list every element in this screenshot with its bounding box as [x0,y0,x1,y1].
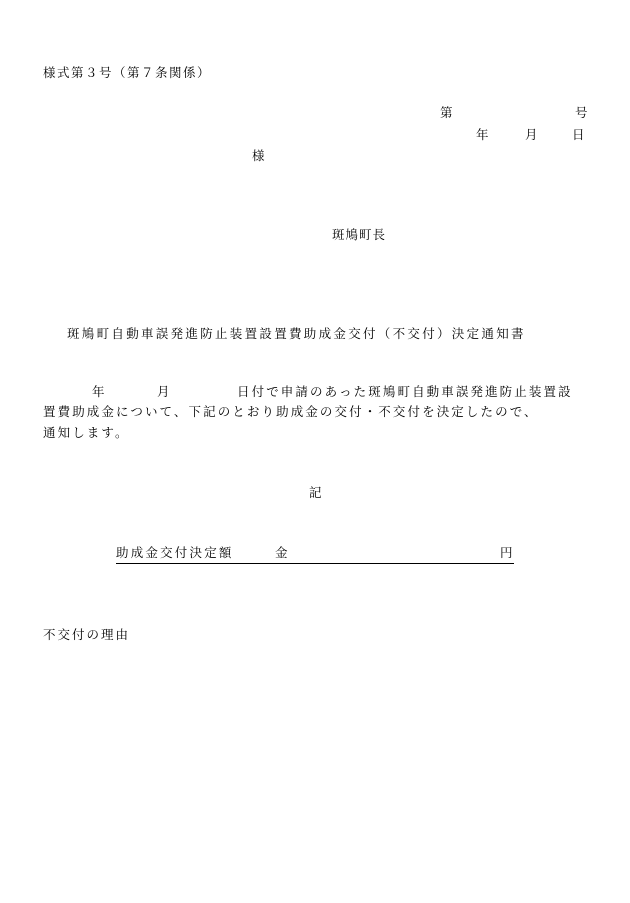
date-month-label: 月 [525,127,538,142]
amount-prefix: 金 [275,545,288,560]
body-year-label: 年 [92,384,107,399]
document-number-prefix: 第 [440,105,453,120]
date-year-label: 年 [476,127,489,142]
body-month-label: 月 [157,384,172,399]
form-number: 様式第３号（第７条関係） [43,65,212,80]
non-grant-reason-label: 不交付の理由 [43,627,131,642]
body-line-1-text: 日付で申請のあった斑鳩町自動車誤発進防止装置設 [237,384,573,399]
document-number-suffix: 号 [575,105,588,120]
amount-unit: 円 [500,545,513,560]
date-day-label: 日 [572,127,585,142]
amount-label: 助成金交付決定額 [116,545,234,560]
document-title: 斑鳩町自動車誤発進防止装置設置費助成金交付（不交付）決定通知書 [67,326,526,341]
amount-row [116,547,514,564]
body-line-2: 置費助成金について、下記のとおり助成金の交付・不交付を決定したので、 [43,404,539,419]
issuer-name: 斑鳩町長 [332,227,387,242]
ki-heading: 記 [309,485,322,500]
body-line-3: 通知します。 [43,425,130,440]
recipient-honorific: 様 [252,148,265,163]
